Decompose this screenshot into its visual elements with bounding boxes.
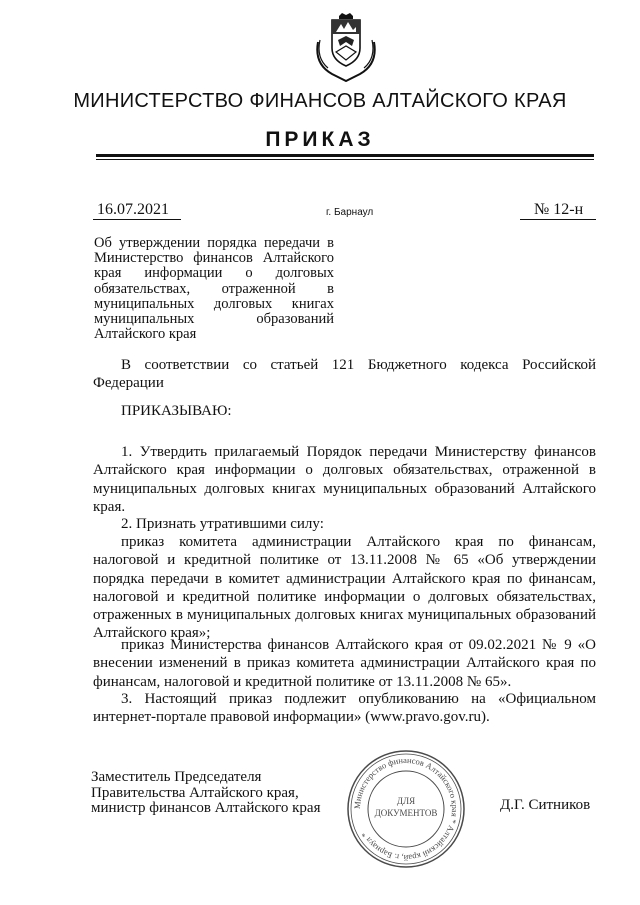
document-type-title: ПРИКАЗ (265, 128, 375, 151)
stamp-center-line-2: ДОКУМЕНТОВ (374, 808, 438, 818)
signatory-title-line-2: Правительства Алтайского края, (91, 784, 299, 801)
document-date: 16.07.2021 (93, 201, 181, 220)
header-rule-thin (96, 159, 594, 160)
signatory-title-line-1: Заместитель Председателя (91, 769, 262, 785)
stamp-ring-text: Министерство финансов Алтайского края * Алтайский край, г. Барнаул * (351, 754, 461, 864)
official-stamp (345, 748, 467, 870)
header-rule-thick (96, 154, 594, 157)
signatory-block (91, 770, 320, 817)
signatory-title-line-3: министр финансов Алтайского края (91, 800, 321, 816)
order-word: ПРИКАЗЫВАЮ: (121, 403, 232, 419)
preamble-paragraph: В соответствии со статьей 121 Бюджетного кодекса Российской Федерации (93, 357, 596, 392)
ministry-title: МИНИСТЕРСТВО ФИНАНСОВ АЛТАЙСКОГО КРАЯ (73, 90, 567, 112)
item-1-paragraph: 1. Утвердить прилагаемый Порядок передачи Министерству финансов Алтайского края информации о долговых обязательствах, отраженной в муниципальных долговых книгах муниципальных образований Алтайского края. (93, 444, 596, 515)
document-number: № 12-н (520, 201, 596, 220)
item-2b-paragraph: приказ Министерства финансов Алтайского края от 09.02.2021 № 9 «О внесении изменений в приказ комитета администрации Алтайского края по финансам, налоговой и кредитной политике от 13.11.2008 № 65». (93, 637, 596, 690)
document-subject: Об утверждении порядка передачи в Министерство финансов Алтайского края информации о долговых обязательствах, отраженной в муниципальных долговых книгах муниципальных образований Алтайского края (94, 235, 334, 343)
item-2-paragraph: 2. Признать утратившими силу: (121, 516, 324, 532)
item-2a-paragraph: приказ комитета администрации Алтайского края по финансам, налоговой и кредитной политике от 13.11.2008 № 65 «Об утверждении порядка передачи в комитет администрации Алтайского края по финансам, налоговой и кредитной политике информации о долговых обязательствах, отраженных в муниципальных долговых книгах муниципальных образований Алтайского края»; (93, 534, 596, 642)
signer-name: Д.Г. Ситников (500, 797, 591, 813)
stamp-center-line-1: ДЛЯ (396, 796, 416, 806)
coat-of-arms-emblem (312, 12, 380, 82)
document-city: г. Барнаул (326, 207, 374, 218)
item-3-paragraph: 3. Настоящий приказ подлежит опубликованию на «Официальном интернет-портале правовой информации» (www.pravo.gov.ru). (93, 691, 596, 726)
